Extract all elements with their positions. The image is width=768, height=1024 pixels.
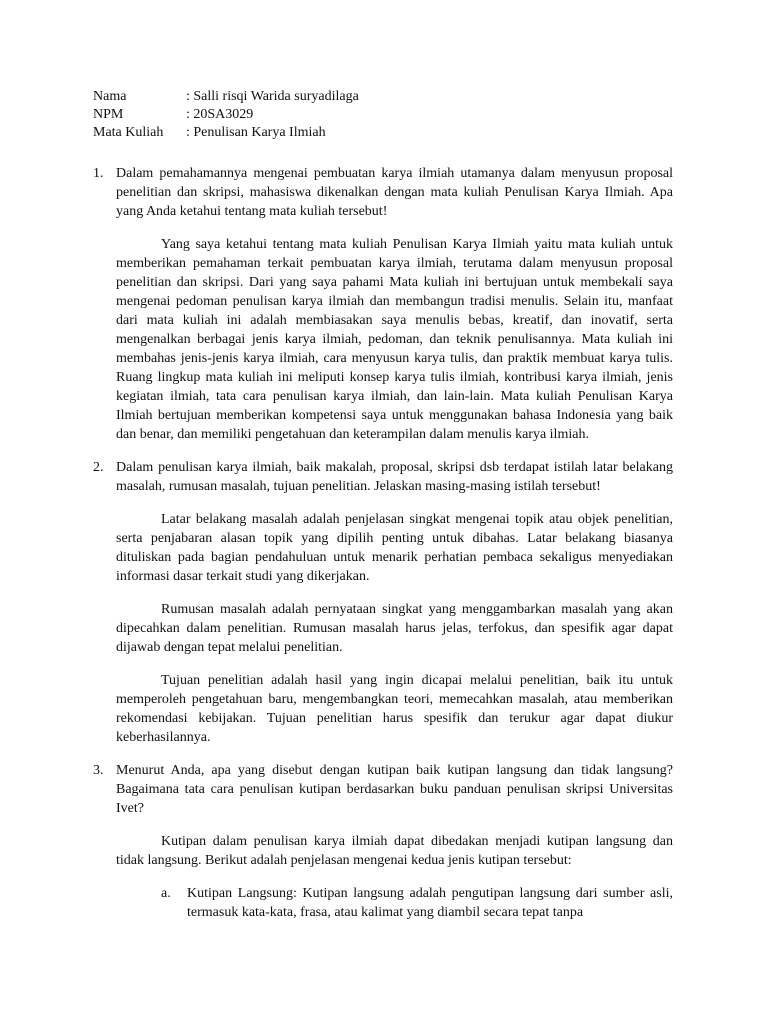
question-list <box>93 164 673 922</box>
npm-label: NPM <box>93 107 124 122</box>
question-1 <box>93 164 673 221</box>
question-number: 1. <box>93 166 104 181</box>
question-text: Dalam pemahamannya mengenai pembuatan karya ilmiah utamanya dalam menyusun proposal penelitian dan skripsi, mahasiswa dikenalkan dengan mata kuliah Penulisan Karya Ilmiah. Apa yang Anda ketahui tentang mata kuliah tersebut! <box>116 166 673 219</box>
npm-value: : 20SA3029 <box>186 107 254 122</box>
course-row <box>93 124 359 142</box>
sub-item-text: Kutipan Langsung: Kutipan langsung adalah pengutipan langsung dari sumber asli, termasuk kata-kata, frasa, atau kalimat yang diambil secara tepat tanpa <box>187 886 673 920</box>
question-3 <box>93 761 673 818</box>
answer-1 <box>116 235 673 444</box>
question-number: 3. <box>93 763 104 778</box>
question-text: Menurut Anda, apa yang disebut dengan kutipan baik kutipan langsung dan tidak langsung? Bagaimana tata cara penulisan kutipan berdasarkan buku panduan penulisan skripsi Universitas Ivet? <box>116 763 673 816</box>
answer-paragraph-problem: Rumusan masalah adalah pernyataan singkat yang menggambarkan masalah yang akan dipecahkan dalam penelitian. Rumusan masalah harus jelas, terfokus, dan spesifik agar dapat dijawab dengan tepat melalui penelitian. <box>116 602 673 655</box>
course-value: : Penulisan Karya Ilmiah <box>186 125 326 140</box>
answer-paragraph-objective: Tujuan penelitian adalah hasil yang ingin dicapai melalui penelitian, baik itu untuk memperoleh pengetahuan baru, mengembangkan teori, memecahkan masalah, atau memberikan rekomendasi kebijakan. Tujuan penelitian harus spesifik dan terukur agar dapat diukur keberhasilannya. <box>116 673 673 745</box>
answer-paragraph: Kutipan dalam penulisan karya ilmiah dapat dibedakan menjadi kutipan langsung dan tidak langsung. Berikut adalah penjelasan mengenai kedua jenis kutipan tersebut: <box>116 834 673 868</box>
name-row <box>93 88 359 106</box>
question-number: 2. <box>93 460 104 475</box>
question-2 <box>93 458 673 496</box>
answer-paragraph: Yang saya ketahui tentang mata kuliah Penulisan Karya Ilmiah yaitu mata kuliah untuk memberikan pemahaman terkait pembuatan karya ilmiah, terutama dalam menyusun proposal penelitian dan skripsi. Dari yang saya pahami Mata kuliah ini bertujuan untuk membekali saya mengenai pedoman penulisan karya ilmiah dan membangun tradisi menulis. Selain itu, manfaat dari mata kuliah ini adalah membiasakan saya menulis bebas, kreatif, dan inovatif, serta mengenalkan berbagai jenis karya ilmiah, pedoman, dan teknik penulisannya. Mata kuliah ini membahas jenis-jenis karya ilmiah, cara menyusun karya tulis, dan praktik membuat karya tulis. Ruang lingkup mata kuliah ini meliputi konsep karya tulis ilmiah, kontribusi karya ilmiah, jenis kegiatan ilmiah, tata cara penulisan karya ilmiah, dan lain-lain. Mata kuliah Penulisan Karya Ilmiah bertujuan memberikan kompetensi saya untuk menggunakan bahasa Indonesia yang baik dan benar, dan memiliki pengetahuan dan keterampilan dalam menulis karya ilmiah. <box>116 237 673 442</box>
student-info-header <box>93 88 359 142</box>
answer-paragraph-background: Latar belakang masalah adalah penjelasan singkat mengenai topik atau objek penelitian, serta penjabaran alasan topik yang dipilih penting untuk dibahas. Latar belakang biasanya dituliskan pada bagian pendahuluan untuk menarik perhatian pembaca sekaligus menyediakan informasi dasar terkait studi yang dikerjakan. <box>116 512 673 584</box>
sub-item-letter: a. <box>161 886 171 901</box>
npm-row <box>93 106 359 124</box>
name-value: : Salli risqi Warida suryadilaga <box>186 89 359 104</box>
sub-item-a <box>161 884 673 922</box>
name-label: Nama <box>93 89 127 104</box>
answer-2 <box>116 510 673 747</box>
course-label: Mata Kuliah <box>93 125 164 140</box>
answer-3 <box>116 832 673 922</box>
question-text: Dalam penulisan karya ilmiah, baik makalah, proposal, skripsi dsb terdapat istilah latar belakang masalah, rumusan masalah, tujuan penelitian. Jelaskan masing-masing istilah tersebut! <box>116 460 673 494</box>
